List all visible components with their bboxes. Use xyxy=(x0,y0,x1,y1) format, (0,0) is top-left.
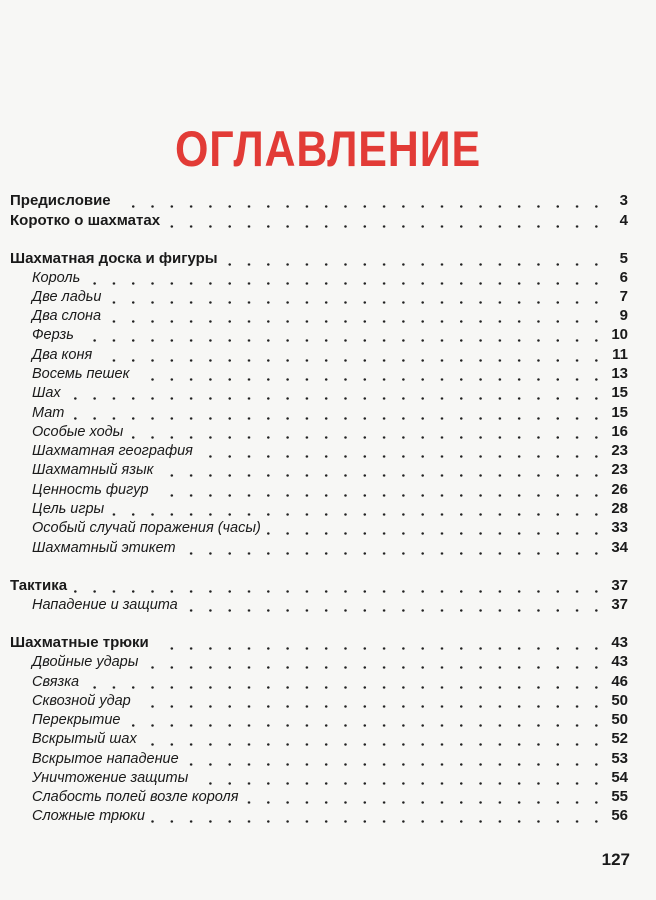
toc-entry[interactable] xyxy=(0,729,656,749)
toc-entry[interactable] xyxy=(0,595,656,615)
toc-entry-page: 16 xyxy=(611,423,628,440)
toc-entry-title: Два коня xyxy=(32,347,93,363)
toc-entry[interactable] xyxy=(0,710,656,730)
toc-entry[interactable] xyxy=(0,364,656,384)
dot-leader xyxy=(129,436,606,439)
dot-leader xyxy=(143,743,606,746)
toc-entry-page: 11 xyxy=(612,346,628,363)
dot-leader xyxy=(98,359,606,362)
toc-entry-page: 43 xyxy=(611,634,628,651)
toc-entry-page: 3 xyxy=(619,192,628,209)
toc-entry-page: 54 xyxy=(611,769,628,786)
toc-entry[interactable] xyxy=(0,672,656,692)
toc-entry-page: 15 xyxy=(611,384,628,401)
toc-entry-title: Шахматные трюки xyxy=(10,634,149,651)
toc-entry-page: 33 xyxy=(611,519,628,536)
toc-entry[interactable] xyxy=(0,633,656,653)
toc-entry[interactable] xyxy=(0,538,656,558)
toc-entry[interactable] xyxy=(0,306,656,326)
dot-leader xyxy=(107,320,606,323)
dot-leader xyxy=(80,339,606,342)
dot-leader xyxy=(182,552,606,555)
dot-leader xyxy=(151,820,606,823)
dot-leader xyxy=(144,666,606,669)
toc-entry-page: 53 xyxy=(611,750,628,767)
toc-entry-page: 52 xyxy=(611,730,628,747)
toc-entry-title: Восемь пешек xyxy=(32,366,130,382)
dot-leader xyxy=(70,417,606,420)
toc-entry[interactable] xyxy=(0,576,656,596)
dot-leader xyxy=(110,513,606,516)
toc-entry-title: Коротко о шахматах xyxy=(10,212,161,229)
toc-entry-page: 28 xyxy=(611,500,628,517)
page-number: 127 xyxy=(601,850,630,869)
toc-entry-title: Сквозной удар xyxy=(32,693,131,709)
toc-entry-title: Сложные трюки xyxy=(32,808,145,824)
toc-entry-page: 50 xyxy=(611,692,628,709)
toc-entry-page: 23 xyxy=(611,461,628,478)
toc-entry[interactable] xyxy=(0,211,656,231)
page-title: ОГЛАВЛЕНИЕ xyxy=(174,121,482,177)
toc-entry-page: 15 xyxy=(611,404,628,421)
toc-entry[interactable] xyxy=(0,460,656,480)
toc-entry-page: 9 xyxy=(619,307,628,324)
dot-leader xyxy=(224,263,606,266)
dot-leader xyxy=(199,455,606,458)
toc-entry-title: Перекрытие xyxy=(32,712,121,728)
dot-leader xyxy=(67,397,606,400)
toc-entry-title: Слабость полей возле короля xyxy=(32,789,239,805)
toc-entry-title: Связка xyxy=(32,674,80,690)
toc-entry-title: Вскрытый шах xyxy=(32,731,137,747)
toc-entry-page: 13 xyxy=(611,365,628,382)
dot-leader xyxy=(185,763,606,766)
dot-leader xyxy=(127,724,606,727)
toc-entry[interactable] xyxy=(0,403,656,423)
toc-entry[interactable] xyxy=(0,691,656,711)
toc-entry-page: 10 xyxy=(611,326,628,343)
toc-entry-page: 5 xyxy=(619,250,628,267)
toc-entry[interactable] xyxy=(0,480,656,500)
toc-entry-title: Нападение и защита xyxy=(32,597,178,613)
toc-entry-title: Шахматный язык xyxy=(32,462,154,478)
toc-entry-page: 50 xyxy=(611,711,628,728)
toc-entry-title: Цель игры xyxy=(32,501,105,517)
toc-entry-page: 34 xyxy=(611,539,628,556)
toc-entry-title: Король xyxy=(32,270,81,286)
toc-entry[interactable] xyxy=(0,191,656,211)
toc-entry[interactable] xyxy=(0,441,656,461)
toc-entry-title: Тактика xyxy=(10,577,68,594)
toc-entry-title: Особые ходы xyxy=(32,424,124,440)
toc-entry-title: Мат xyxy=(32,405,65,421)
toc-entry-title: Шахматная география xyxy=(32,443,193,459)
dot-leader xyxy=(155,494,606,497)
toc-entry[interactable] xyxy=(0,345,656,365)
toc-entry-page: 23 xyxy=(611,442,628,459)
dot-leader xyxy=(160,474,606,477)
toc-entry-page: 43 xyxy=(611,653,628,670)
toc-entry-title: Особый случай поражения (часы) xyxy=(32,520,261,536)
toc-entry-title: Два слона xyxy=(32,308,102,324)
toc-entry-page: 4 xyxy=(619,212,628,229)
dot-leader xyxy=(135,378,606,381)
dot-leader xyxy=(184,609,606,612)
toc-entry[interactable] xyxy=(0,652,656,672)
toc-entry[interactable] xyxy=(0,518,656,538)
toc-entry-page: 37 xyxy=(611,577,628,594)
toc-entry-page: 55 xyxy=(611,788,628,805)
toc-entry[interactable] xyxy=(0,749,656,769)
toc-entry-page: 56 xyxy=(611,807,628,824)
dot-leader xyxy=(85,686,606,689)
toc-entry[interactable] xyxy=(0,268,656,288)
toc-entry[interactable] xyxy=(0,422,656,442)
dot-leader xyxy=(267,532,606,535)
toc-entry-title: Шах xyxy=(32,385,61,401)
toc-entry-page: 26 xyxy=(611,481,628,498)
toc-entry[interactable] xyxy=(0,806,656,826)
toc-entry-title: Две ладьи xyxy=(32,289,102,305)
toc-entry-page: 7 xyxy=(619,288,628,305)
dot-leader xyxy=(108,301,606,304)
dot-leader xyxy=(194,782,606,785)
dot-leader xyxy=(137,705,606,708)
toc-entry[interactable] xyxy=(0,768,656,788)
dot-leader xyxy=(86,282,606,285)
dot-leader xyxy=(244,801,606,804)
dot-leader xyxy=(155,647,606,650)
toc-entry-title: Уничтожение защиты xyxy=(32,770,189,786)
toc-entry[interactable] xyxy=(0,383,656,403)
toc-entry-title: Шахматный этикет xyxy=(32,540,176,556)
toc-entry-title: Шахматная доска и фигуры xyxy=(10,250,218,267)
toc-entry-page: 46 xyxy=(611,673,628,690)
toc-entry[interactable] xyxy=(0,249,656,269)
toc-entry[interactable] xyxy=(0,787,656,807)
toc-entry[interactable] xyxy=(0,499,656,519)
toc-entry-page: 6 xyxy=(619,269,628,286)
toc-entry[interactable] xyxy=(0,287,656,307)
toc-entry-title: Предисловие xyxy=(10,192,111,209)
toc-entry-title: Вскрытое нападение xyxy=(32,751,179,767)
toc-entry-title: Двойные удары xyxy=(32,654,139,670)
toc-entry-page: 37 xyxy=(611,596,628,613)
toc-entry-title: Ферзь xyxy=(32,327,74,343)
toc-entry[interactable] xyxy=(0,325,656,345)
dot-leader xyxy=(166,225,606,228)
toc-entry-title: Ценность фигур xyxy=(32,482,149,498)
dot-leader xyxy=(117,205,606,208)
dot-leader xyxy=(73,590,606,593)
